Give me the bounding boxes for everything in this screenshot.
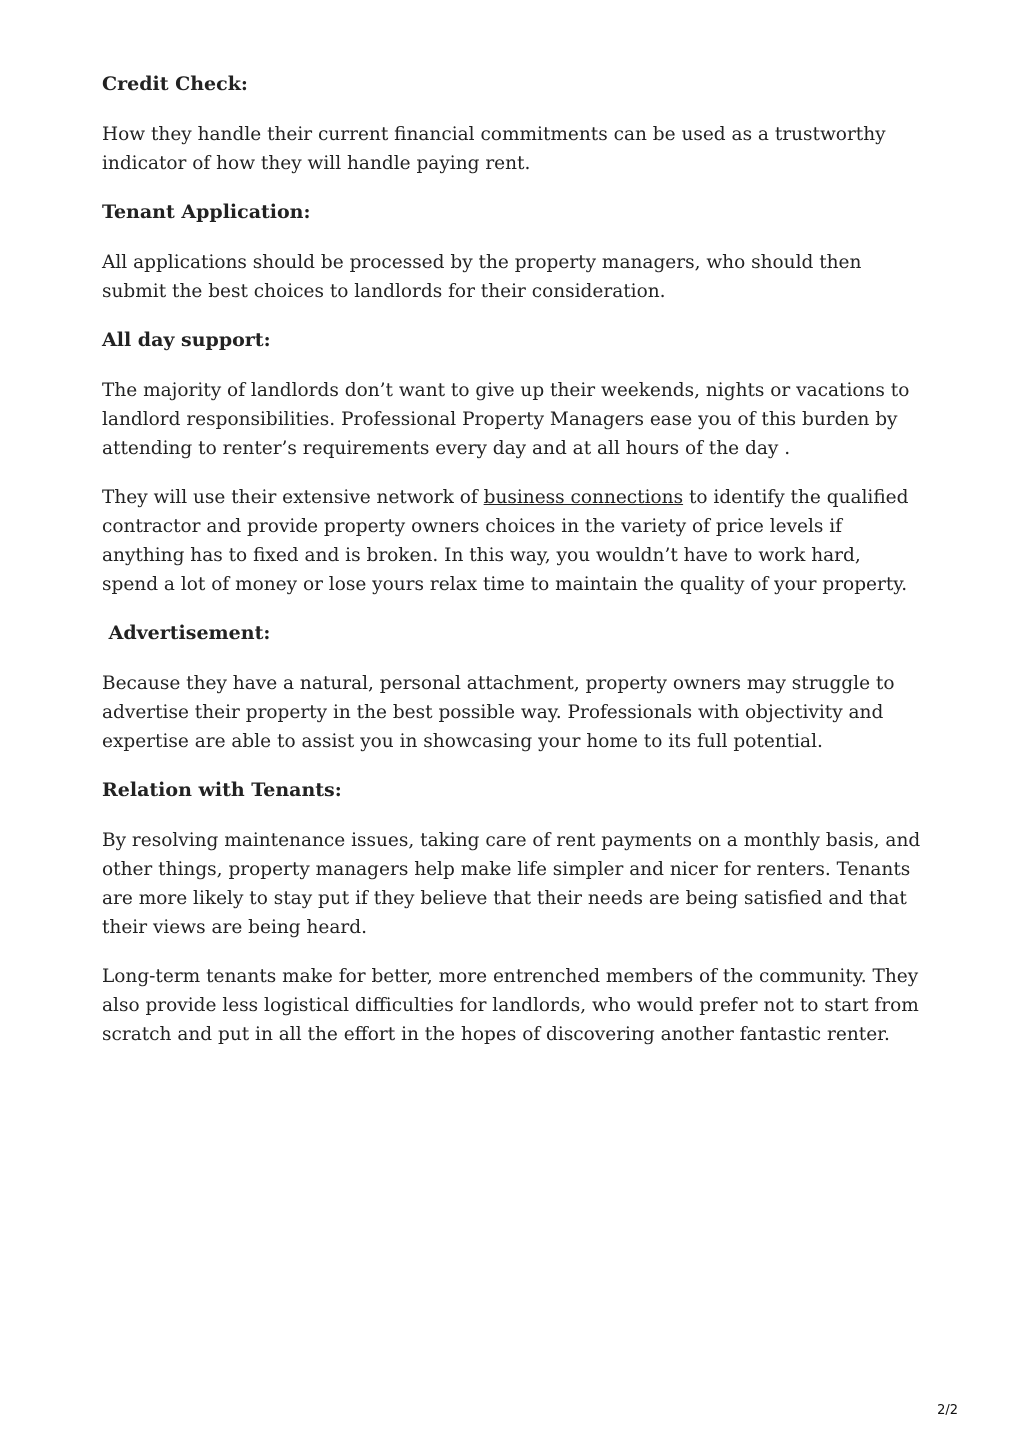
section-heading-credit-check: Credit Check: [102, 73, 248, 95]
section-heading-advertisement: Advertisement: [102, 622, 271, 644]
paragraph-relation-with-tenants-2: Long-term tenants make for better, more entrenched members of the community. They also provide less logistical difficulties for landlords, who would prefer not to start from scratch and put in all the effort in the hopes of discovering another fantastic renter. [102, 966, 919, 1045]
paragraph-all-day-support-1: The majority of landlords don’t want to give up their weekends, nights or vacations to landlord responsibilities. Professional Property Managers ease you of this burden by attending to renter’s requirements every day and at all hours of the day . [102, 380, 910, 459]
paragraph-text-after-link: to identify the qualified contractor and provide property owners choices in the variety of price levels if anything has to fixed and is broken. In this way, you wouldn’t have to work hard, spend a lot of money or lose yours relax time to maintain the quality of your property. [102, 487, 909, 595]
paragraph-relation-with-tenants-1: By resolving maintenance issues, taking care of rent payments on a monthly basis, and other things, property managers help make life simpler and nicer for renters. Tenants are more likely to stay put if they believe that their needs are being satisfied and that their views are being heard. [102, 830, 921, 938]
paragraph-text-before-link: They will use their extensive network of [102, 487, 484, 508]
section-heading-all-day-support: All day support: [102, 329, 271, 351]
paragraph-credit-check: How they handle their current financial commitments can be used as a trustworthy indicator of how they will handle paying rent. [102, 124, 886, 174]
paragraph-advertisement: Because they have a natural, personal attachment, property owners may struggle to advertise their property in the best possible way. Professionals with objectivity and expertise are able to assist you in showcasing your home to its full potential. [102, 673, 895, 752]
page-number: 2/2 [937, 1403, 958, 1418]
paragraph-all-day-support-2 [102, 483, 922, 599]
section-heading-relation-with-tenants: Relation with Tenants: [102, 779, 342, 801]
section-heading-tenant-application: Tenant Application: [102, 201, 311, 223]
business-connections-link[interactable]: business connections [483, 487, 684, 508]
paragraph-tenant-application: All applications should be processed by the property managers, who should then submit the best choices to landlords for their consideration. [102, 252, 862, 302]
document-body [102, 70, 922, 1069]
